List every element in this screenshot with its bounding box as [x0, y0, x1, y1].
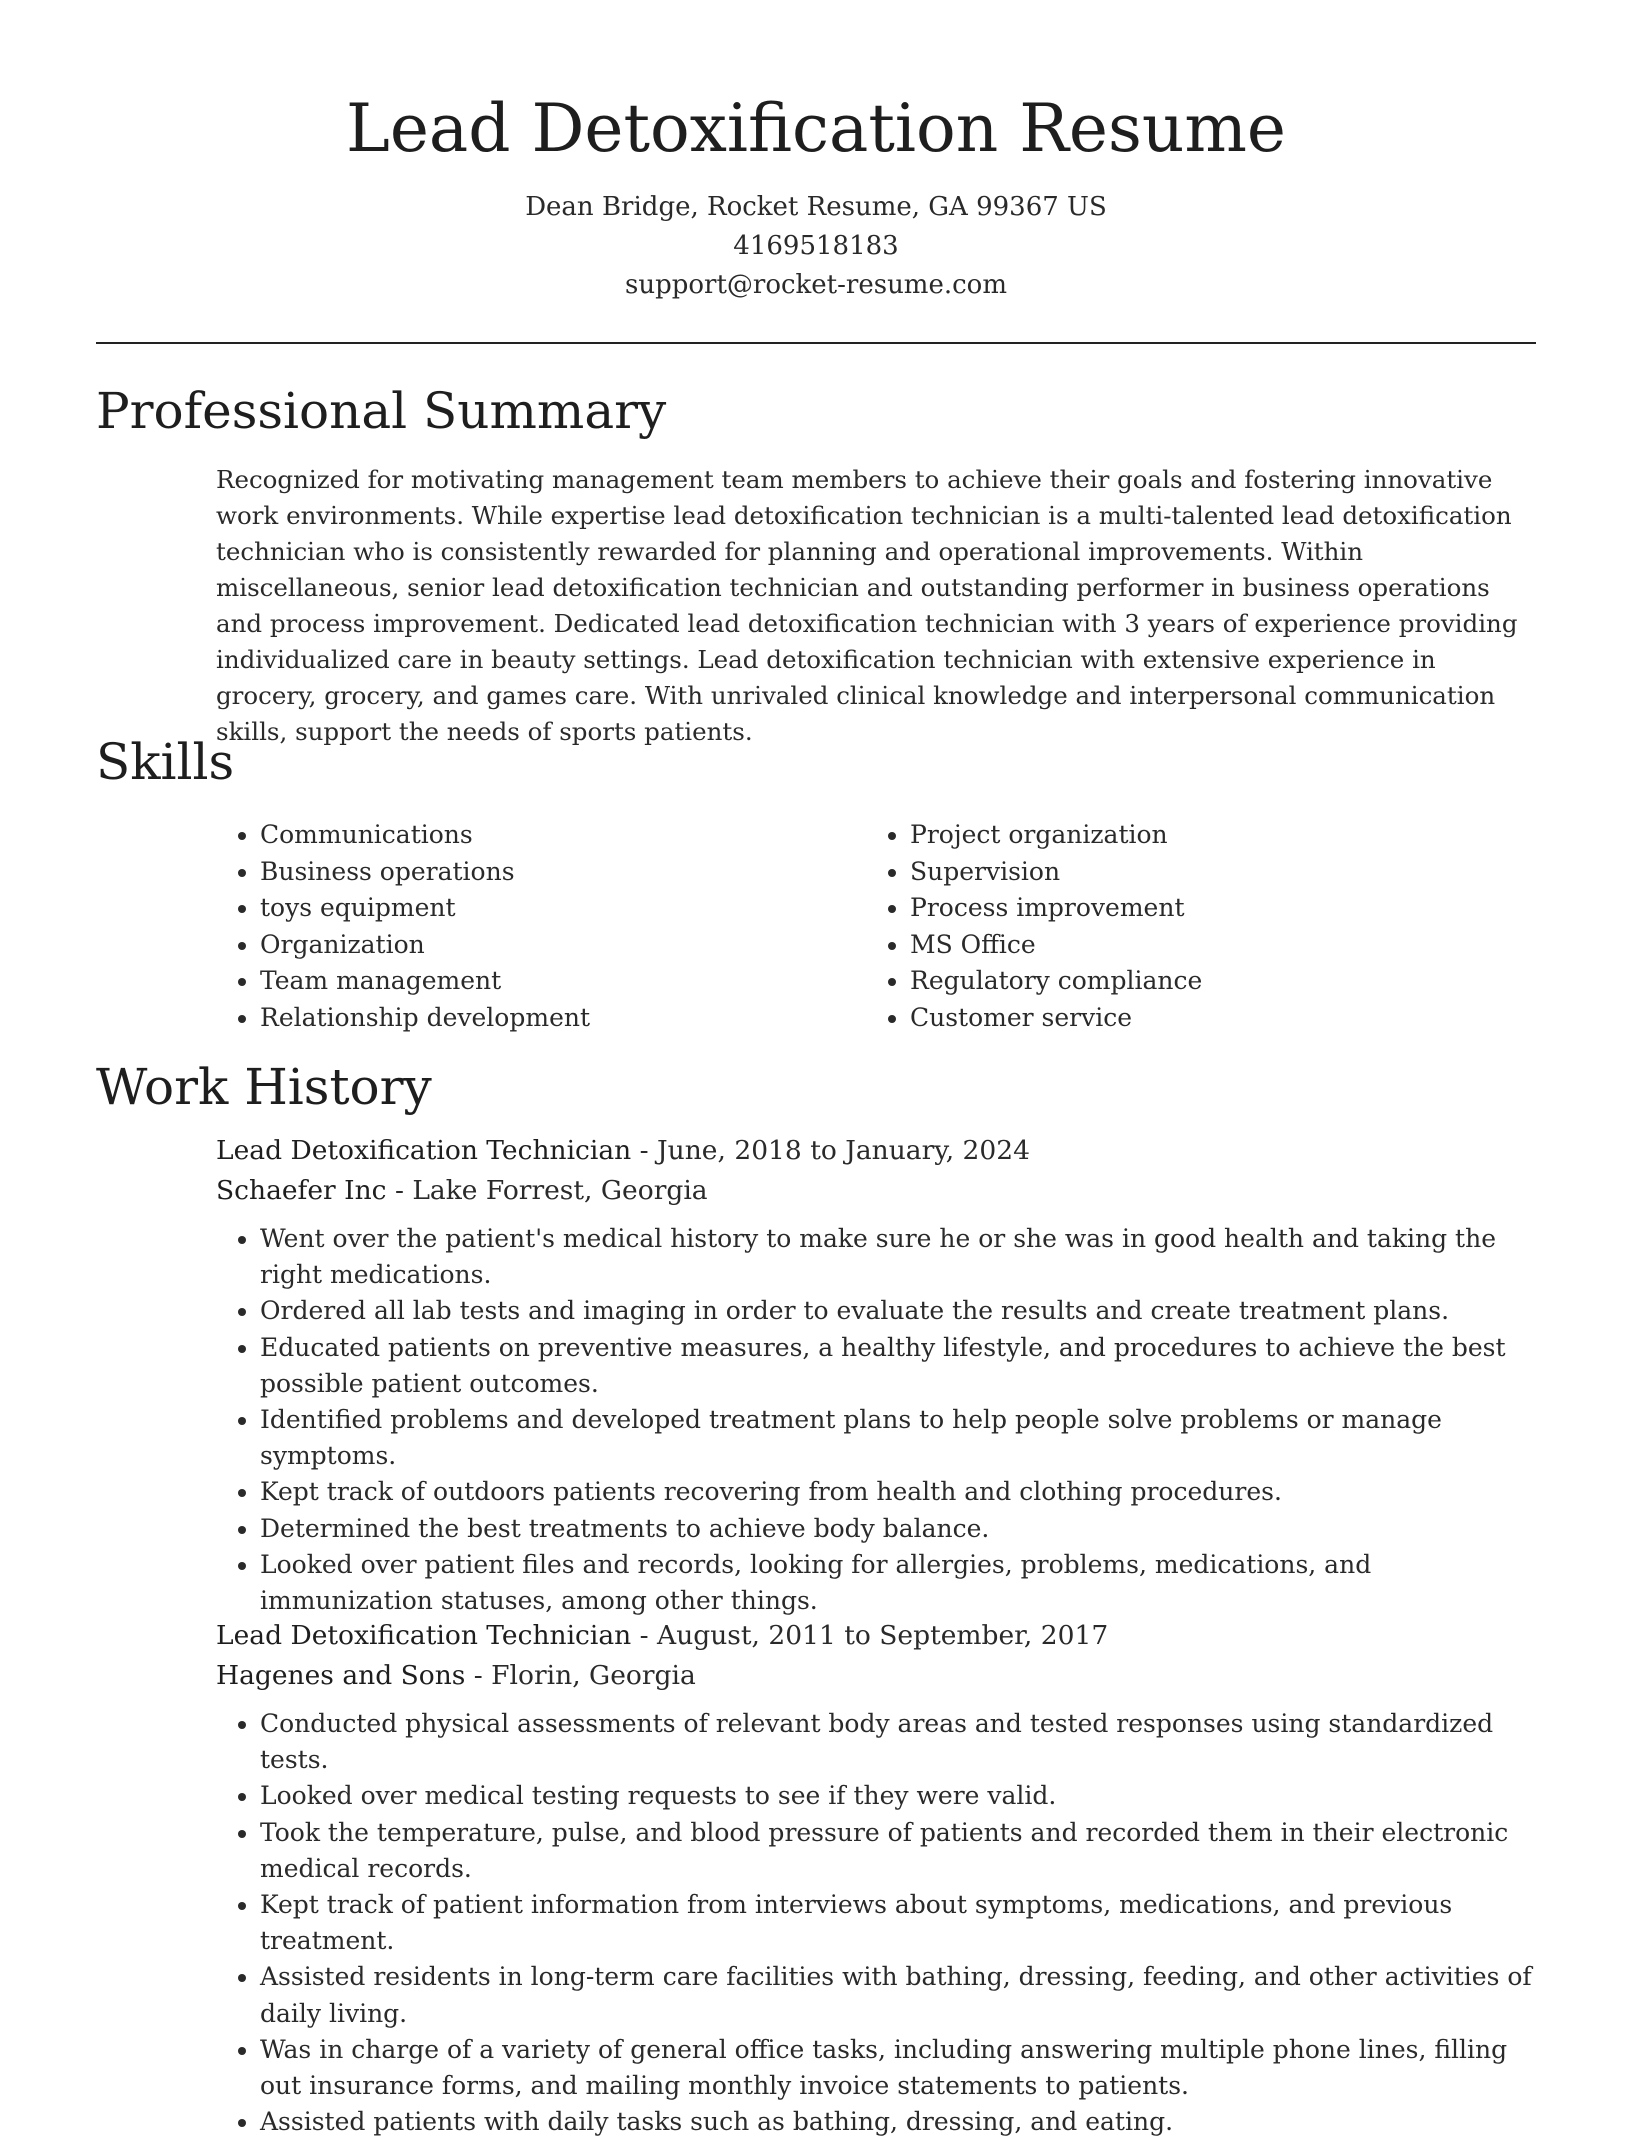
- contact-address: Dean Bridge, Rocket Resume, GA 99367 US: [525, 192, 1107, 222]
- skill-item: • Organization: [260, 927, 870, 964]
- skill-item: • toys equipment: [260, 890, 870, 927]
- summary-text: Recognized for motivating management team members to achieve their goals and fostering innovative work environments. While expertise lead detoxification technician is a multi-talented lead detoxification technician who is consistently rewarded for planning and operational improvements. Within miscellaneous, senior lead detoxification technician and outstanding performer in business operations and process improvement. Dedicated lead detoxification technician with 3 years of experience providing individualized care in beauty settings. Lead detoxification technician with extensive experience in grocery, grocery, and games care. With unrivaled clinical knowledge and interpersonal communication skills, support the needs of sports patients.: [216, 465, 1518, 746]
- job-title: Lead Detoxification Technician: [216, 1135, 632, 1166]
- job-bullet: • Assisted residents in long-term care facilities with bathing, dressing, feeding, and other activities of daily living.: [260, 1959, 1536, 2031]
- skill-item: • Supervision: [910, 854, 1530, 891]
- resume-header: [96, 84, 1536, 305]
- job-bullet: • Assisted patients with daily tasks such as bathing, dressing, and eating.: [260, 2104, 1536, 2140]
- header-divider: [96, 342, 1536, 344]
- skill-item: • Team management: [260, 963, 870, 1000]
- job-company-line: [216, 1171, 1536, 1211]
- job-bullet: • Looked over medical testing requests to see if they were valid.: [260, 1778, 1536, 1814]
- contact-phone: 4169518183: [733, 231, 899, 261]
- job-bullet: • Kept track of outdoors patients recovering from health and clothing procedures.: [260, 1474, 1536, 1510]
- job-location: - Lake Forrest, Georgia: [386, 1175, 708, 1206]
- job-bullet: • Identified problems and developed treatment plans to help people solve problems or manage symptoms.: [260, 1402, 1536, 1474]
- job-bullet: • Kept track of patient information from interviews about symptoms, medications, and previous treatment.: [260, 1887, 1536, 1959]
- job-bullet: • Ordered all lab tests and imaging in order to evaluate the results and create treatment plans.: [260, 1293, 1536, 1329]
- job-bullet: • Conducted physical assessments of relevant body areas and tested responses using standardized tests.: [260, 1706, 1536, 1778]
- job-bullet: • Looked over patient files and records, looking for allergies, problems, medications, and immunization statuses, among other things.: [260, 1547, 1536, 1619]
- skill-item: • Project organization: [910, 817, 1530, 854]
- job-title-line: [216, 1131, 1536, 1171]
- section-title-summary: Professional Summary: [96, 382, 667, 440]
- skill-item: • Business operations: [260, 854, 870, 891]
- job-bullet: • Took the temperature, pulse, and blood pressure of patients and recorded them in their electronic medical records.: [260, 1815, 1536, 1887]
- job-bullet: • Was in charge of a variety of general office tasks, including answering multiple phone lines, filling out insurance forms, and mailing monthly invoice statements to patients.: [260, 2032, 1536, 2104]
- job-bullet: • Determined the best treatments to achieve body balance.: [260, 1511, 1536, 1547]
- job-company: Hagenes and Sons: [216, 1660, 466, 1691]
- section-title-work-history: Work History: [96, 1058, 432, 1116]
- job-entry: [216, 1616, 1536, 2140]
- job-bullet: • Educated patients on preventive measures, a healthy lifestyle, and procedures to achieve the best possible patient outcomes.: [260, 1330, 1536, 1402]
- resume-title: Lead Detoxification Resume: [346, 90, 1286, 167]
- skill-item: • Customer service: [910, 1000, 1530, 1037]
- job-bullets: [216, 1706, 1536, 2140]
- job-bullets: [216, 1221, 1536, 1619]
- job-dates: - August, 2011 to September, 2017: [631, 1620, 1109, 1651]
- skill-item: • MS Office: [910, 927, 1530, 964]
- job-title-line: [216, 1616, 1536, 1656]
- section-title-skills: Skills: [96, 733, 235, 791]
- skill-item: • Regulatory compliance: [910, 963, 1530, 1000]
- job-bullet: • Went over the patient's medical history to make sure he or she was in good health and taking the right medications.: [260, 1221, 1536, 1293]
- job-title: Lead Detoxification Technician: [216, 1620, 632, 1651]
- skill-item: • Relationship development: [260, 1000, 870, 1037]
- contact-email: support@rocket-resume.com: [624, 270, 1007, 300]
- job-entry: [216, 1131, 1536, 1619]
- skill-item: • Process improvement: [910, 890, 1530, 927]
- contact-info: [96, 188, 1536, 305]
- skills-column-2: [866, 817, 1530, 1036]
- job-company-line: [216, 1656, 1536, 1696]
- skills-column-1: [216, 817, 870, 1036]
- job-dates: - June, 2018 to January, 2024: [631, 1135, 1030, 1166]
- job-location: - Florin, Georgia: [465, 1660, 696, 1691]
- skill-item: • Communications: [260, 817, 870, 854]
- job-company: Schaefer Inc: [216, 1175, 387, 1206]
